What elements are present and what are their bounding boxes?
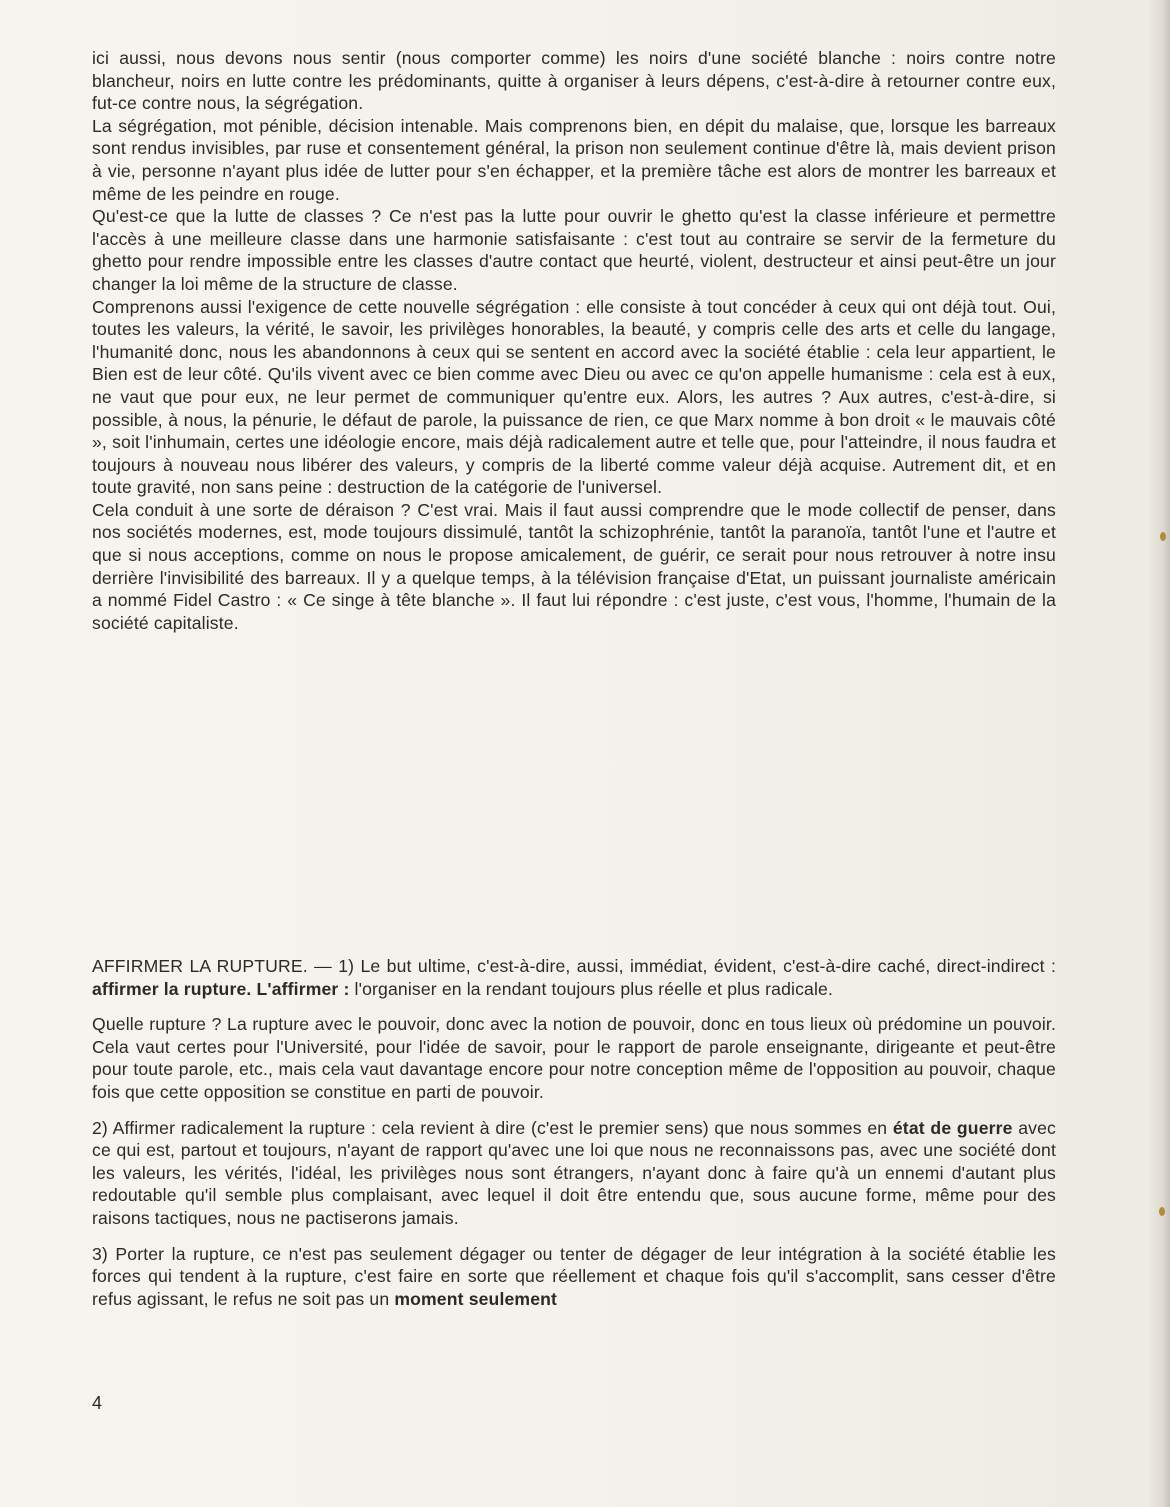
emphasis: état de guerre bbox=[892, 1117, 1013, 1138]
paragraph: Quelle rupture ? La rupture avec le pouvoir, donc avec la notion de pouvoir, donc en tous lieux où prédomine un pouvoir. Cela vaut certes pour l'Université, pour l'idée de savoir, pour le rapport de parole enseignante, dirigeante et peut-être pour toute parole, etc., mais cela vaut davantage encore pour notre conception même de l'opposition au pouvoir, chaque fois que cette opposition se constitue en parti de pouvoir. bbox=[92, 1014, 1056, 1102]
segregation-section bbox=[92, 47, 1056, 634]
text-run: AFFIRMER LA RUPTURE. — 1) Le but ultime, c'est-à-dire, aussi, immédiat, évident, c'est-à-dire caché, direct-indirect : bbox=[92, 956, 1056, 976]
paragraph-carry-rupture bbox=[92, 1243, 1056, 1311]
paragraph: ici aussi, nous devons nous sentir (nous comporter comme) les noirs d'une société blanche : noirs contre notre blancheur, noirs en lutte contre les prédominants, quitte à organiser à leurs dépens, c'est-à-dire à retourner contre eux, fut-ce contre nous, la ségrégation. bbox=[92, 48, 1056, 114]
text-run: l'organiser en la rendant toujours plus réelle et plus radicale. bbox=[349, 978, 834, 999]
paper-blemish bbox=[1160, 532, 1166, 541]
page-number: 4 bbox=[92, 1393, 103, 1413]
text-run: 2) Affirmer radicalement la rupture : cela revient à dire (c'est le premier sens) que nous sommes en bbox=[92, 1117, 893, 1138]
paper-blemish bbox=[1159, 1207, 1165, 1216]
paragraph: Cela conduit à une sorte de déraison ? C'est vrai. Mais il faut aussi comprendre que le mode collectif de penser, dans nos sociétés modernes, est, mode toujours dissimulé, tantôt la schizophrénie, tantôt la paranoïa, tantôt l'une et l'autre et que si nous acceptions, comme on nous le propose amicalement, de guérir, ce serait pour nous retrouver à notre insu derrière l'invisibilité des barreaux. Il y a quelque temps, à la télévision française d'Etat, un puissant journaliste américain a nommé Fidel Castro : « Ce singe à tête blanche ». Il faut lui répondre : c'est juste, c'est vous, l'homme, l'humain de la société capitaliste. bbox=[92, 499, 1056, 633]
text-run: 3) Porter la rupture, ce n'est pas seulement dégager ou tenter de dégager de leur intégration à la société établie les forces qui tendent à la rupture, c'est faire en sorte que réellement et chaque fois qu'il s'accomplit, sans cesser d'être refus agissant, le refus ne soit pas un bbox=[92, 1243, 1056, 1309]
rupture-section bbox=[92, 955, 1056, 1310]
paragraph: Qu'est-ce que la lutte de classes ? Ce n'est pas la lutte pour ouvrir le ghetto qu'est la classe inférieure et permettre l'accès à une meilleure classe dans une harmonie satisfaisante : c'est tout au contraire se servir de la fermeture du ghetto pour rendre impossible entre les classes d'autre contact que heurté, violent, destructeur et ainsi peut-être un jour changer la loi même de la structure de classe. bbox=[92, 206, 1056, 294]
paragraph-state-of-war bbox=[92, 1117, 1056, 1230]
text-run: avec ce qui est, partout et toujours, n'ayant de rapport qu'avec une loi que nous ne reconnaissons pas, avec une société dont les valeurs, les vérités, l'idéal, les privilèges nous sont étrangers, n'ayant donc à faire qu'à un ennemi d'autant plus redoutable qu'il semble plus complaisant, avec lequel il doit être entendu que, sous aucune forme, même pour des raisons tactiques, nous ne pactiserons jamais. bbox=[92, 1117, 1056, 1228]
paragraph: La ségrégation, mot pénible, décision intenable. Mais comprenons bien, en dépit du malaise, que, lorsque les barreaux sont rendus invisibles, par ruse et consentement général, la prison non seulement continue d'être là, mais devient prison à vie, personne n'ayant plus idée de lutter pour s'en échapper, et la première tâche est alors de montrer les barreaux et même de les peindre en rouge. bbox=[92, 115, 1056, 204]
emphasis: L'affirmer : bbox=[256, 978, 350, 999]
emphasis: affirmer la rupture. bbox=[92, 978, 252, 999]
page-edge-shadow bbox=[1148, 0, 1170, 1507]
emphasis: moment seulement bbox=[394, 1288, 558, 1309]
paragraph: Comprenons aussi l'exigence de cette nouvelle ségrégation : elle consiste à tout concéder à ceux qui ont déjà tout. Oui, toutes les valeurs, la vérité, le savoir, les privilèges honorables, la beauté, y compris celle des arts et celle du langage, l'humanité donc, nous les abandonnons à ceux qui se sentent en accord avec la société établie : cela leur appartient, le Bien est de leur côté. Qu'ils vivent avec ce bien comme avec Dieu ou avec ce qu'on appelle humanisme : cela est à eux, ne vaut que pour eux, ne leur permet de communiquer qu'entre eux. Alors, les autres ? Aux autres, c'est-à-dire, si possible, à nous, la pénurie, le défaut de parole, la puissance de rien, ce que Marx nomme à bon droit « le mauvais côté », soit l'inhumain, certes une idéologie encore, mais déjà radicalement autre et telle que, pour l'atteindre, il nous faudra et toujours à nouveau nous libérer des valeurs, y compris de la liberté comme valeur déjà acquise. Autrement dit, et en toute gravité, non sans peine : destruction de la catégorie de l'universel. bbox=[92, 296, 1056, 498]
paragraph-rupture-intro bbox=[92, 955, 1056, 1000]
